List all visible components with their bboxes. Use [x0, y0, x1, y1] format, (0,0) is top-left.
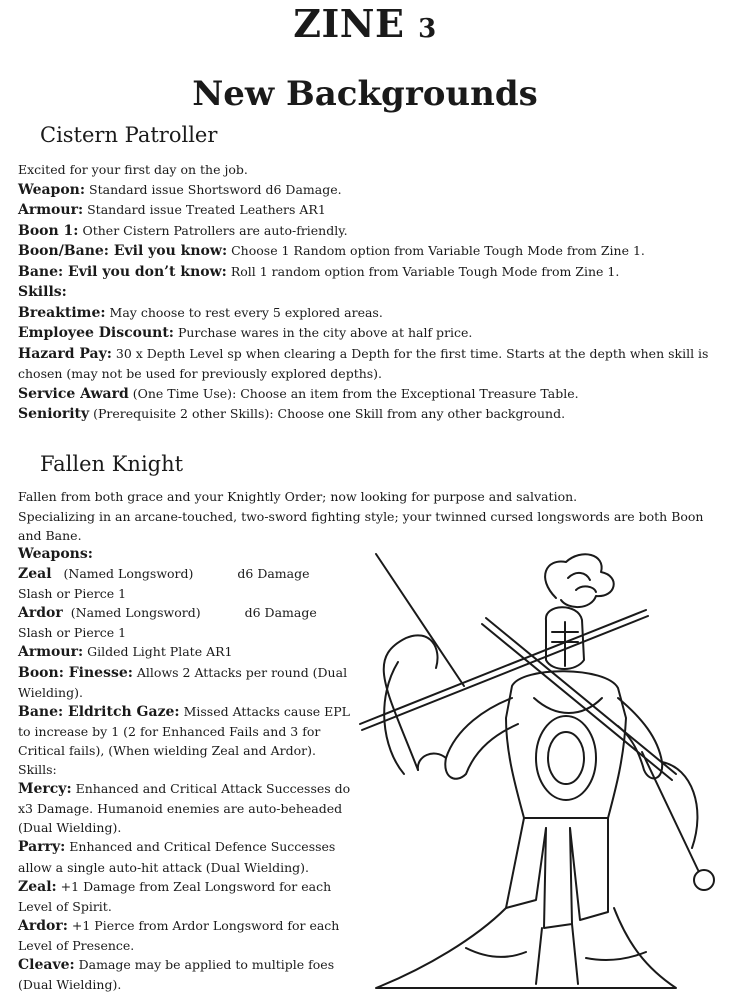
knight-bane-label: Bane: Eldritch Gaze: — [18, 703, 180, 720]
knight-ardor — [18, 603, 363, 623]
cistern-discount-label: Employee Discount: — [18, 325, 174, 341]
breastplate-medallion — [536, 716, 596, 800]
knight-zeal-skill-text: +1 Damage from Zeal Longsword for each Level of Spirit. — [18, 878, 332, 914]
cistern-boon-text: Other Cistern Patrollers are auto-friendly. — [82, 222, 348, 238]
knight-parry-text: Enhanced and Critical Defence Successes allow a single auto-hit attack (Dual Wielding). — [18, 839, 336, 875]
knight-intro-1: Fallen from both grace and your Knightly Order; now looking for purpose and salvation. — [18, 489, 578, 504]
cistern-seniority-label: Seniority — [18, 406, 90, 422]
knight-zeal — [18, 564, 363, 584]
knight-ardor-skill — [18, 916, 363, 955]
knight-heading: Fallen Knight — [40, 452, 184, 476]
cistern-weapon-label: Weapon: — [18, 181, 86, 198]
cistern-armour — [18, 200, 718, 221]
zine-title — [0, 2, 730, 51]
knight-ardor-label: Ardor — [18, 605, 63, 622]
knight-skills-label: Skills: — [18, 762, 57, 778]
fallen-knight-illustration — [346, 548, 730, 992]
knight-stats — [18, 544, 363, 994]
knight-mercy — [18, 779, 363, 837]
page-title: New Backgrounds — [192, 74, 538, 114]
cistern-seniority — [18, 404, 718, 425]
knight-ardor-skill-text: +1 Pierce from Ardor Longsword for each Level of Presence. — [18, 917, 340, 953]
knight-parry-label: Parry: — [18, 839, 66, 856]
knight-zeal-damage: d6 Damage — [237, 566, 310, 582]
sword-tip-top — [376, 554, 464, 686]
knight-ardor-sub: Slash or Pierce 1 — [18, 625, 127, 641]
knight-armour-label: Armour: — [18, 644, 84, 661]
knight-bane-text: Missed Attacks cause EPL to increase by 1 (2 for Enhanced Fails and 3 for Critical fails), (When wielding Zeal and Ardor). — [18, 703, 350, 758]
knight-zeal-sub: Slash or Pierce 1 — [18, 586, 127, 602]
cistern-seniority-text: (Prerequisite 2 other Skills): Choose one Skill from any other background. — [93, 406, 566, 421]
cistern-service-label: Service Award — [18, 385, 129, 402]
zine-number: 3 — [418, 14, 437, 44]
cistern-boonbane-text: Choose 1 Random option from Variable Tough Mode from Zine 1. — [231, 243, 645, 258]
cistern-discount-text: Purchase wares in the city above at half price. — [177, 325, 473, 340]
cistern-breaktime-text: May choose to rest every 5 explored areas. — [109, 304, 383, 320]
knight-boon-text: Allows 2 Attacks per round (Dual Wielding). — [18, 664, 348, 700]
knight-mercy-label: Mercy: — [18, 781, 72, 798]
cistern-section — [18, 160, 718, 425]
cistern-hazard — [18, 344, 718, 384]
knight-weapons-label-text: Weapons: — [18, 546, 93, 562]
knight-ardor-skill-label: Ardor: — [18, 917, 68, 934]
cistern-service — [18, 384, 718, 405]
sword-blade-right — [486, 618, 676, 774]
knight-boon-label: Boon: Finesse: — [18, 664, 133, 681]
knight-boon — [18, 663, 363, 702]
knight-intro — [18, 487, 718, 546]
tasset-left — [506, 818, 546, 908]
knight-zeal-type: (Named Longsword) — [63, 566, 194, 582]
cistern-breaktime-label: Breaktime: — [18, 304, 106, 321]
knight-zeal-skill-label: Zeal: — [18, 878, 57, 895]
cistern-hazard-text: 30 x Depth Level sp when clearing a Depth for the first time. Starts at the depth when skill is chosen (may not be used for previously explored depths). — [18, 345, 709, 381]
knight-cloak — [376, 908, 676, 988]
cistern-hazard-label: Hazard Pay: — [18, 345, 112, 362]
knight-ardor-type: (Named Longsword) — [70, 605, 201, 621]
knight-cleave-label: Cleave: — [18, 956, 75, 973]
knight-zeal-skill — [18, 877, 363, 916]
knight-bane — [18, 702, 363, 760]
knight-armour-text: Gilded Light Plate AR1 — [87, 644, 233, 660]
knight-weapons-label — [18, 544, 363, 564]
cistern-armour-label: Armour: — [18, 202, 84, 218]
knight-cleave-text: Damage may be applied to multiple foes (Dual Wielding). — [18, 956, 335, 993]
cistern-boonbane — [18, 241, 718, 262]
cistern-breaktime — [18, 303, 718, 324]
helm-plume — [545, 554, 614, 607]
cistern-boon — [18, 221, 718, 242]
knight-mercy-text: Enhanced and Critical Attack Successes do x3 Damage. Humanoid enemies are auto-beheaded (Dual Wielding). — [18, 781, 351, 836]
cistern-bane — [18, 262, 718, 283]
cistern-weapon — [18, 180, 718, 201]
knight-intro-2: Specializing in an arcane-touched, two-sword fighting style; your twinned cursed longswords are both Boon and Bane. — [18, 508, 704, 543]
cistern-boonbane-label: Boon/Bane: Evil you know: — [18, 243, 228, 259]
cistern-bane-text: Roll 1 random option from Variable Tough Mode from Zine 1. — [230, 263, 620, 279]
sword-blade-left — [360, 610, 646, 724]
cistern-bane-label: Bane: Evil you don’t know: — [18, 263, 227, 280]
cistern-boon-label: Boon 1: — [18, 222, 79, 239]
knight-zeal-label: Zeal — [18, 566, 52, 583]
knight-cleave — [18, 955, 363, 994]
cistern-intro: Excited for your first day on the job. — [18, 162, 248, 177]
cistern-skills-label: Skills: — [18, 284, 67, 300]
cistern-heading: Cistern Patroller — [40, 123, 218, 147]
cistern-armour-text: Standard issue Treated Leathers AR1 — [87, 202, 326, 217]
knight-ardor-damage: d6 Damage — [244, 605, 317, 621]
cistern-skills — [18, 282, 718, 303]
knight-parry — [18, 837, 363, 876]
knight-armour — [18, 642, 363, 662]
cistern-weapon-text: Standard issue Shortsword d6 Damage. — [89, 181, 342, 197]
cistern-discount — [18, 323, 718, 344]
mace-head — [694, 870, 714, 890]
cistern-service-text: (One Time Use): Choose an item from the Exceptional Treasure Table. — [132, 385, 579, 401]
zine-title-text: ZINE — [293, 1, 405, 46]
